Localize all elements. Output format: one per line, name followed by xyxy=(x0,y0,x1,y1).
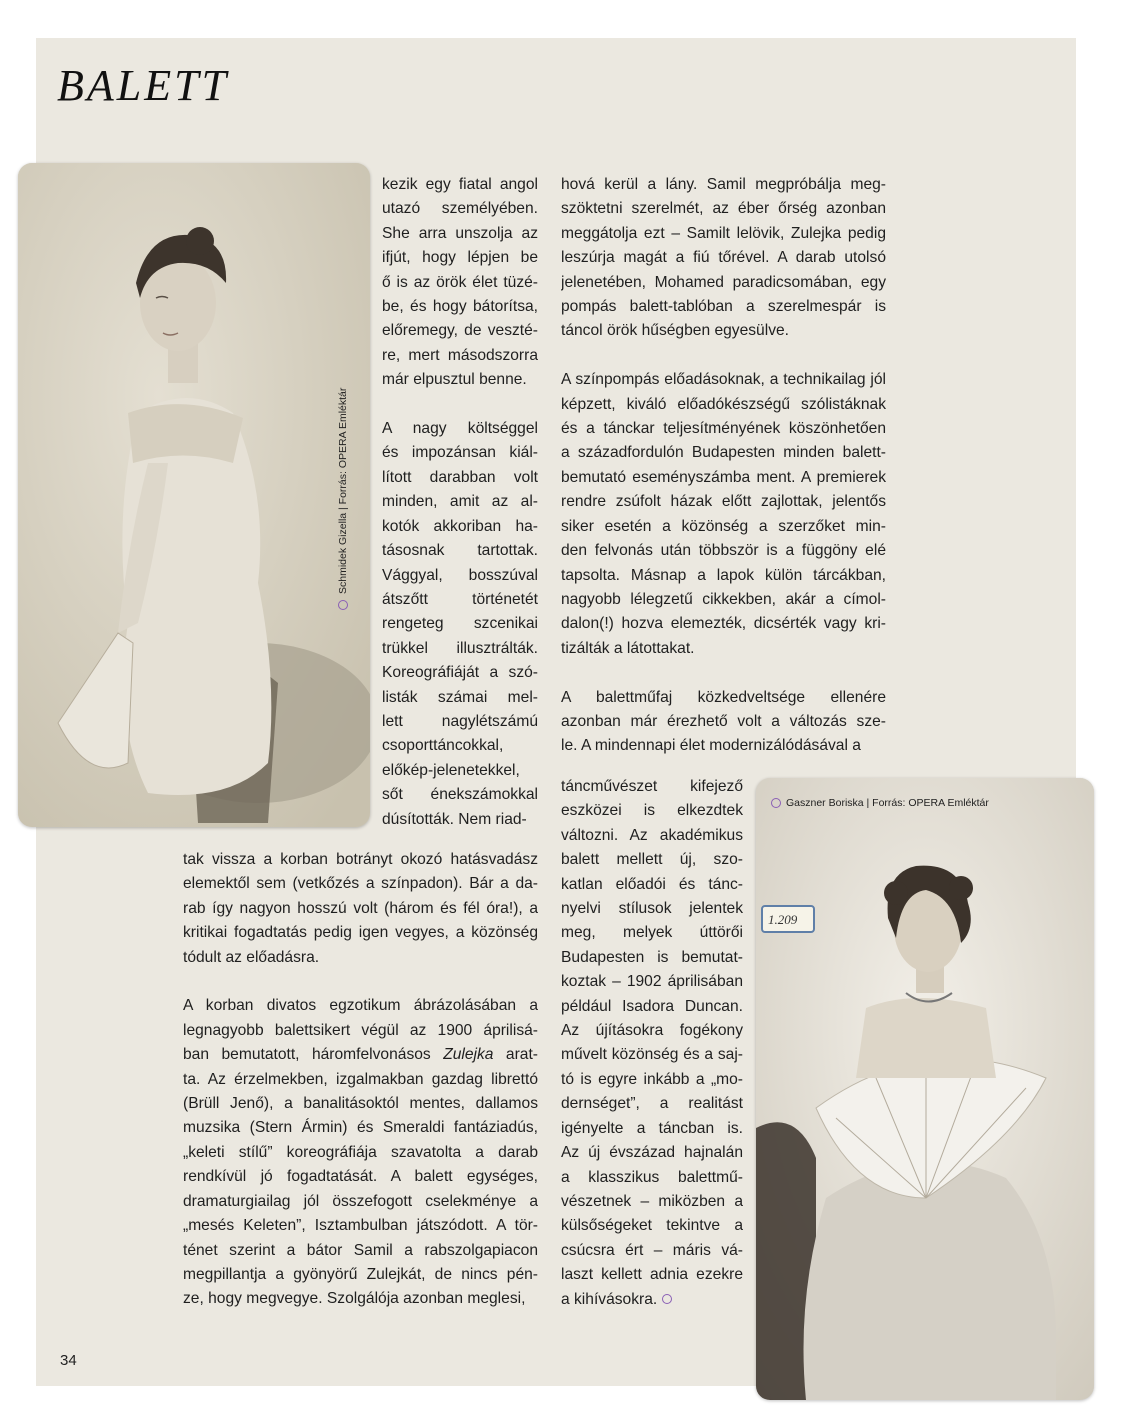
text-line xyxy=(561,661,886,685)
text-line: laszt kellett adnia ezekre xyxy=(561,1266,743,1284)
text-line: kezik egy fiatal angol xyxy=(382,176,538,193)
text-line: művelt közönség és a saj- xyxy=(561,1046,743,1064)
text-line: ze, hogy megvegye. Szolgálója azonban meglesi, xyxy=(183,1290,526,1308)
text-line: csoporttáncokkal, xyxy=(382,737,504,755)
text-line: igényelte a táncban is. xyxy=(561,1119,743,1137)
text-line: lított darabban volt xyxy=(382,468,538,486)
label-card-number: 1.209 xyxy=(768,912,798,927)
text-line: például Isadora Duncan. xyxy=(561,997,743,1015)
caption-text-1: Schmidek Gizella | Forrás: OPERA Emléktár xyxy=(337,387,349,594)
portrait-illustration-1 xyxy=(18,163,370,827)
text-line xyxy=(382,393,538,417)
portrait-illustration-2 xyxy=(756,778,1094,1400)
text-line: már elpusztul benne. xyxy=(382,371,527,389)
text-line: A nagy költséggel xyxy=(382,420,538,438)
text-line: előremegy, de veszté- xyxy=(382,322,538,340)
caption-bullet-icon xyxy=(771,798,781,808)
text-line: pompás balett-tablóban a szerelmespár is xyxy=(561,298,886,316)
text-line: kritikai fogadtatás pedig igen vegyes, a közönség xyxy=(183,924,538,942)
text-line: Koreográfiáját a szó- xyxy=(382,664,538,682)
text-line: és a tánckar teljesítményének köszönhetően xyxy=(561,420,886,438)
text-line: ifjút, hogy lépjen be xyxy=(382,249,538,267)
text-line: Az új évszázad hajnalán xyxy=(561,1144,743,1162)
photo-schmidek-gizella xyxy=(18,163,370,827)
text-line xyxy=(183,970,538,994)
text-line: Vággyal, bosszúval xyxy=(382,566,538,584)
text-line: szöktetni szerelmét, az éber őrség azonban xyxy=(561,200,886,218)
text-line: azonban már érezhető volt a változás sze- xyxy=(561,712,886,730)
text-line: „mesés Keleten”, Isztambulban játszódott. A tör- xyxy=(183,1217,538,1235)
text-line: sőt énekszámokkal xyxy=(382,786,538,804)
text-line: le. A mindennapi élet modernizálódásával a xyxy=(561,737,861,755)
text-line: ő is az örök élet tüzé- xyxy=(382,273,538,291)
text-line: táncművészet kifejező xyxy=(561,778,743,795)
photo-caption-2 xyxy=(771,797,989,809)
text-line: ténet szerint a bátor Samil a rabszolgapiacon xyxy=(183,1241,538,1259)
page-number: 34 xyxy=(60,1352,77,1369)
caption-text-2: Gaszner Boriska | Forrás: OPERA Emléktár xyxy=(786,797,989,809)
text-line: csúcsra ért – máris vá- xyxy=(561,1241,743,1259)
text-line: be, és hogy bátorítsa, xyxy=(382,298,538,316)
text-line: utazó személyében. xyxy=(382,200,538,218)
text-line: She arra unszolja az xyxy=(382,224,538,242)
text-line: ban bemutatott, háromfelvonásos Zulejka arat- xyxy=(183,1046,538,1064)
text-line: változni. Az akadémikus xyxy=(561,826,743,844)
text-line: a századfordulón Budapesten minden balett- xyxy=(561,444,886,462)
text-line: dramaturgiailag jól összefogott cselekménye a xyxy=(183,1192,538,1210)
text-line: meggátolja ezt – Samilt lelövik, Zulejka pedig xyxy=(561,224,886,242)
text-line: és impozánsan kiál- xyxy=(382,444,538,462)
text-line: A korban divatos egzotikum ábrázolásában a xyxy=(183,997,538,1015)
text-line: siker esetén a közönség a szerzőket min- xyxy=(561,517,886,535)
text-line: trükkel illusztrálták. xyxy=(382,639,538,657)
text-line: nyelvi stílusok jelentek xyxy=(561,900,743,918)
text-line: den felvonás után többször is a függöny elé xyxy=(561,542,886,560)
text-line: tapsolta. Másnap a lapok külön tárcákban, xyxy=(561,566,886,584)
text-line: A balettműfaj közkedveltsége ellenére xyxy=(561,688,886,706)
section-title: BALETT xyxy=(57,61,230,110)
text-line xyxy=(561,344,886,368)
article-column-1-bottom xyxy=(183,848,538,1312)
text-line: jelenetében, Mohamed paradicsomában, egy xyxy=(561,273,886,291)
text-line: kotók akkoriban ha- xyxy=(382,517,538,535)
article-column-1-top xyxy=(382,173,538,832)
text-line: minden, amit az al- xyxy=(382,493,538,511)
text-line: táncol örök hűségben egyesülve. xyxy=(561,322,789,340)
text-line: dernséget”, a realitást xyxy=(561,1095,743,1113)
text-line: tak vissza a korban botrányt okozó hatásvadász xyxy=(183,851,538,868)
text-line: (Brüll Jenő), a banalitásoktól mentes, dallamos xyxy=(183,1095,538,1113)
text-line: eszközei is elkezdtek xyxy=(561,802,743,820)
text-line: listák számai mel- xyxy=(382,688,538,706)
text-line: katlan előadói és tánc- xyxy=(561,875,743,893)
text-line: re, mert másodszorra xyxy=(382,346,538,364)
text-line: tó is egyre inkább a „mo- xyxy=(561,1070,743,1088)
text-line: átszőtt történetét xyxy=(382,590,538,608)
text-line: dúsították. Nem riad- xyxy=(382,810,527,828)
text-line: a kihívásokra. xyxy=(561,1288,743,1312)
text-line: leszúrja magát a fiú tőrével. A darab utolsó xyxy=(561,249,886,267)
text-line: ta. Az érzelmekben, izgalmakban gazdag librettó xyxy=(183,1070,538,1088)
text-line: elemektől sem (vetkőzés a színpadon). Bár a da- xyxy=(183,875,538,893)
text-line: tásosnak tartottak. xyxy=(382,542,538,560)
text-line: legnagyobb balettsikert végül az 1900 áprilisá- xyxy=(183,1021,538,1039)
text-line: meg, melyek úttörői xyxy=(561,924,743,942)
text-line: Az újításokra fogékony xyxy=(561,1022,743,1040)
text-line: nagyobb lélegzetű cikkekben, akár a címol- xyxy=(561,590,886,608)
text-line: rab így nagyon hosszú volt (három és fél óra!), a xyxy=(183,899,538,917)
text-line: Budapesten is bemutat- xyxy=(561,948,743,966)
text-line: megpillantja a gyönyörű Zulejkát, de nincs pén- xyxy=(183,1265,538,1283)
photo-gaszner-boriska xyxy=(756,778,1094,1400)
text-line: bemutató eseményszámba ment. A premierek xyxy=(561,468,886,486)
text-line: rendkívül jó fogadtatását. A balett egységes, xyxy=(183,1168,538,1186)
article-column-2-narrow xyxy=(561,775,743,1312)
photo-caption-1 xyxy=(337,388,349,610)
text-line: koztak – 1902 áprilisában xyxy=(561,973,743,991)
article-end-icon xyxy=(662,1294,672,1304)
text-line: muzsika (Stern Ármin) és Smeraldi fantáziadús, xyxy=(183,1119,538,1137)
text-line: előkép-jelenetekkel, xyxy=(382,761,520,779)
text-line: dalon(!) hozva elemezték, dicsérték vagy kri- xyxy=(561,615,886,633)
text-line: lett nagylétszámú xyxy=(382,712,538,730)
article-column-2-top xyxy=(561,173,886,759)
text-line: képzett, kiváló előadókészségű szólistáknak xyxy=(561,395,886,413)
text-line: rengeteg szcenikai xyxy=(382,615,538,633)
text-line: „keleti stílű” koreográfiája szavatolta a darab xyxy=(183,1143,538,1161)
text-line: balett mellett új, szo- xyxy=(561,851,743,869)
text-line: rendre zsúfolt házak előtt zajlottak, jelentős xyxy=(561,493,886,511)
text-line: A színpompás előadásoknak, a technikailag jól xyxy=(561,371,886,389)
text-line: a klasszikus balettmű- xyxy=(561,1168,743,1186)
caption-bullet-icon xyxy=(338,600,348,610)
text-line: tódult az előadásra. xyxy=(183,948,320,966)
text-line: külsőségeket tekintve a xyxy=(561,1217,743,1235)
text-line: hová kerül a lány. Samil megpróbálja meg- xyxy=(561,176,886,193)
text-line: tizálták a látottakat. xyxy=(561,639,695,657)
text-line: vészetnek – miközben a xyxy=(561,1192,743,1210)
